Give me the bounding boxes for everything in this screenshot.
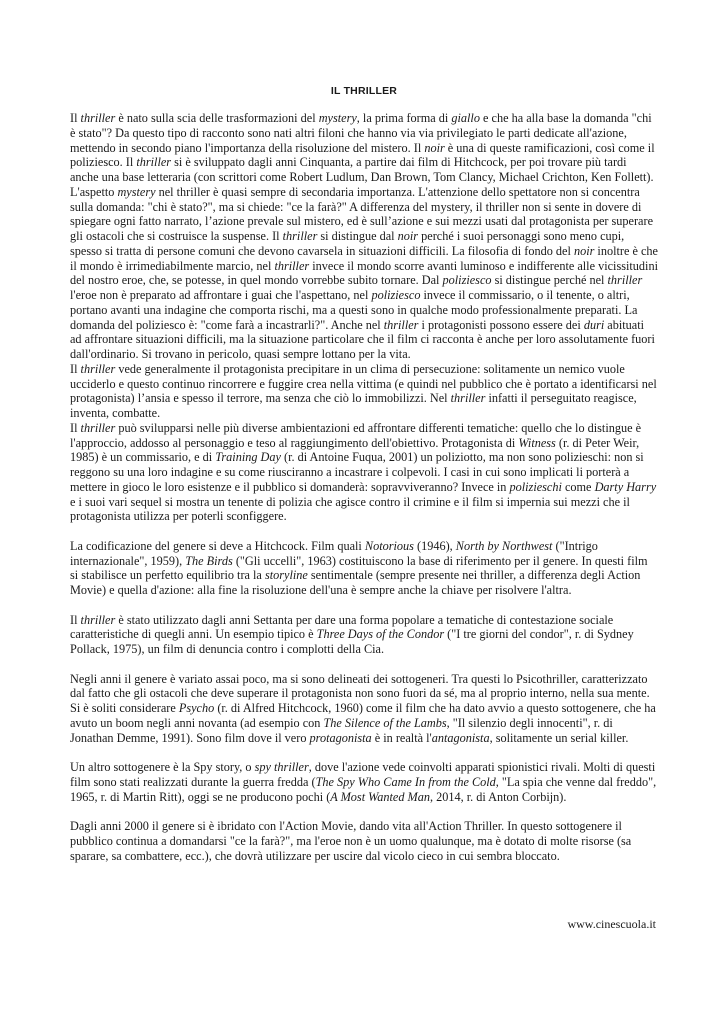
italic-term: A Most Wanted Man [330,789,430,804]
text-run: i protagonisti possono essere dei [418,317,584,332]
italic-term: thriller [80,420,116,435]
italic-term: thriller [383,317,419,332]
italic-term: thriller [450,391,486,406]
paragraph [70,111,658,362]
paragraph [70,819,658,863]
text-run: abituati ad affrontare situazioni difficili, ma la situazione particolare che il film ci racconta è anche per loro assolutamente fuori dall'ordinario. Si trovano in pericolo, quasi sempre lottano per la vita. [70,317,655,361]
italic-term: duri [583,317,605,332]
text-run: nel thriller è quasi sempre di secondaria importanza. L'attenzione dello spettatore non si concentra sulla domanda: "chi è stato?", ma si chiede: "ce la farà?" A differenza del mystery, il thriller non si sente in dovere di spiegare ogni fatto narrato, l’azione prevale sul mistero, ed è sull’azione e sui mezzi usati dal protagonista per superare gli ostacoli che si costruisce la suspense. Il [70,184,654,243]
italic-term: poliziesco [371,288,421,302]
italic-term: thriller [80,361,116,376]
italic-term: noir [397,229,419,243]
text-run: Il [70,361,81,376]
italic-term: Witness [518,435,556,450]
text-run: ("Gli uccelli", 1963) costituiscono la base di riferimento per il genere. In questi film si stabilisce un perfetto equilibrio tra la [70,553,648,583]
text-run: , dove l'azione vede coinvolti apparati spionistici rivali. Molti di questi film sono stati realizzati durante la guerra fredda ( [70,760,656,789]
text-run: , solitamente un serial killer. [489,730,629,745]
text-run: invece il commissario, o il tenente, o altri, portano avanti una indagine che comporta rischi, ma a questi sono in qualche modo professionalmente preparati. La domanda del poliziesco è: "come farà a incastrarli?". Anche nel [70,288,638,332]
italic-term: Training Day [215,450,281,465]
paragraph [70,421,658,524]
text-run: si distingue dal [317,229,398,243]
text-run: , "La spia che venne dal freddo", 1965, r. di Martin Ritt), oggi se ne producono pochi ( [70,774,657,804]
italic-term: protagonista [309,730,372,745]
text-run: perché i suoi personaggi sono meno cupi, spesso si tratta di persone comuni che devono cavarsela in situazioni difficili. La filosofia di fondo del [70,229,625,258]
text-run: , 2014, r. di Anton Corbijn). [429,789,567,804]
paragraph [70,362,658,421]
text-run: e i suoi vari sequel si mostra un tenente di polizia che agisce contro il crimine e il film si impernia sui mezzi che il protagonista utilizza per poterli sconfiggere. [70,494,630,524]
italic-term: thriller [80,111,116,125]
text-run: può svilupparsi nelle più diverse ambientazioni ed affrontare differenti tematiche: quello che lo distingue è l'approccio, addosso al personaggio e teso al raggiungimento dell'obiettivo. Protagonista di [70,420,642,450]
text-run: , la prima forma di [356,111,452,125]
italic-term: thriller [607,273,643,288]
text-run: (1946), [413,538,456,553]
text-run: ("I tre giorni del condor", r. di Sydney Pollack, 1975), un film di denuncia contro i complotti della Cia. [70,627,634,656]
text-run: come [561,479,595,494]
text-run: Il [70,420,81,435]
footer-website: www.cinescuola.it [567,917,656,931]
italic-term: The Birds [185,553,233,568]
text-run: (r. di Peter Weir, 1985) è un commissario, e di [70,435,640,465]
text-run: ("Intrigo internazionale", 1959), [70,538,598,568]
italic-term: mystery [117,184,156,199]
document-title: IL THRILLER [330,85,398,97]
italic-term: Notorious [364,538,414,553]
text-run: (r. di Alfred Hitchcock, 1960) come il film che ha dato avvio a questo sottogenere, che ha avuto un boom negli anni novanta (ad esempio con [70,701,656,730]
italic-term: Darty Harry [594,479,657,494]
paragraph [70,613,658,657]
text-run: Negli anni il genere è variato assai poco, ma si sono delineati dei sottogeneri. Tra questi lo Psicothriller, caratterizzato dal fatto che gli ostacoli che deve superare il protagonista non sono fuori da sé, ma al proprio interno, nella sua mente. Si è soliti considerare [70,671,650,715]
italic-term: antagonista [431,730,490,745]
text-run: è una di queste ramificazioni, così come il poliziesco. Il [70,140,655,170]
italic-term: spy thriller [254,760,309,774]
text-run: e che ha alla base la domanda "chi è stato"? Da questo tipo di racconto sono nati altri filoni che hanno via via privilegiato le parti dedicate all'azione, mettendo in secondo piano l'importanza della risoluzione del mistero. Il [70,111,652,155]
italic-term: noir [424,140,445,155]
italic-term: The Spy Who Came In from the Cold [315,774,496,789]
text-run: (r. di Antoine Fuqua, 2001) un poliziotto, ma non sono polizieschi: non si reggono su una loro indagine e su come riusciranno a incastrare i colpevoli. I casi in cui sono implicati li porterà a mettere in gioco le loro esistenze e il pubblico si domanderà: sopravviveranno? Invece in [70,450,644,494]
italic-term: thriller [274,258,310,273]
italic-term: poliziesco [442,273,492,288]
italic-term: North by Northwest [455,538,553,553]
text-run: Il [70,612,81,627]
text-run: , "Il silenzio degli innocenti", r. di Jonathan Demme, 1991). Sono film dove il vero [70,715,613,745]
text-run: Il [70,111,81,125]
document-page [70,85,658,863]
italic-term: storyline [264,568,308,583]
text-run: inoltre è che il mondo è irrimediabilmente marcio, nel [70,243,658,273]
text-run: infatti il perseguitato reagisce, inventa, combatte. [70,391,637,420]
document-body [70,111,658,863]
italic-term: thriller [136,155,172,170]
text-run: è nato sulla scia delle trasformazioni del [115,111,319,125]
text-run: è stato utilizzato dagli anni Settanta per dare una forma popolare a tematiche di contestazione sociale caratteristiche di quegli anni. Un esempio tipico è [70,612,614,642]
text-run: sentimentale (sempre presente nei thriller, a differenza degli Action Movie) e quella d'azione: alla fine la risoluzione dell'una è sempre anche la chiave per risolvere l'altra. [70,568,641,597]
text-run: Un altro sottogenere è la Spy story, o [70,760,255,774]
italic-term: polizieschi [509,479,562,494]
paragraph [70,539,658,598]
text-run: si è sviluppato dagli anni Cinquanta, a partire dai film di Hitchcock, per poi trovare più tardi anche una base letteraria (con scrittori come Robert Ludlum, Dan Brown, Tom Clancy, Michael Crichton, Ken Follett). L'aspetto [70,155,654,199]
italic-term: Three Days of the Condor [316,627,445,642]
paragraph [70,760,658,804]
text-run: vede generalmente il protagonista precipitare in un clima di persecuzione: solitamente un nemico vuole ucciderlo e questo continuo rincorrere e fuggire crea nella vittima (e quindi nel pubblico che è portato a identificarsi nel protagonista) l’ansia e spesso il terrore, ma senza che ciò lo immobilizzi. Nel [70,361,657,406]
italic-term: giallo [451,111,480,125]
italic-term: thriller [80,612,116,627]
italic-term: mystery [318,111,357,125]
paragraph [70,672,658,746]
text-run: La codificazione del genere si deve a Hitchcock. Film quali [70,538,365,553]
text-run: si distingue perché nel [491,273,608,288]
text-run: è in realtà l' [371,730,432,745]
italic-term: The Silence of the Lambs [323,715,447,730]
italic-term: noir [573,243,595,258]
text-run: invece il mondo scorre avanti luminoso e indifferente alle vicissitudini del nostro eroe, che, se potesse, in quel mondo vorrebbe subito tornare. Dal [70,258,658,288]
text-run: l'eroe non è preparato ad affrontare i guai che l'aspettano, nel [70,288,372,302]
italic-term: thriller [282,229,318,243]
italic-term: Psycho [178,701,215,715]
text-run: Dagli anni 2000 il genere si è ibridato con l'Action Movie, dando vita all'Action Thriller. In questo sottogenere il pubblico continua a domandarsi "ce la farà?", ma l'eroe non è un uomo qualunque, ma è dotato di molte risorse (sa sparare, sa combattere, ecc.), che dovrà utilizzare per uscire dal vicolo cieco in cui sembra bloccato. [70,819,632,863]
